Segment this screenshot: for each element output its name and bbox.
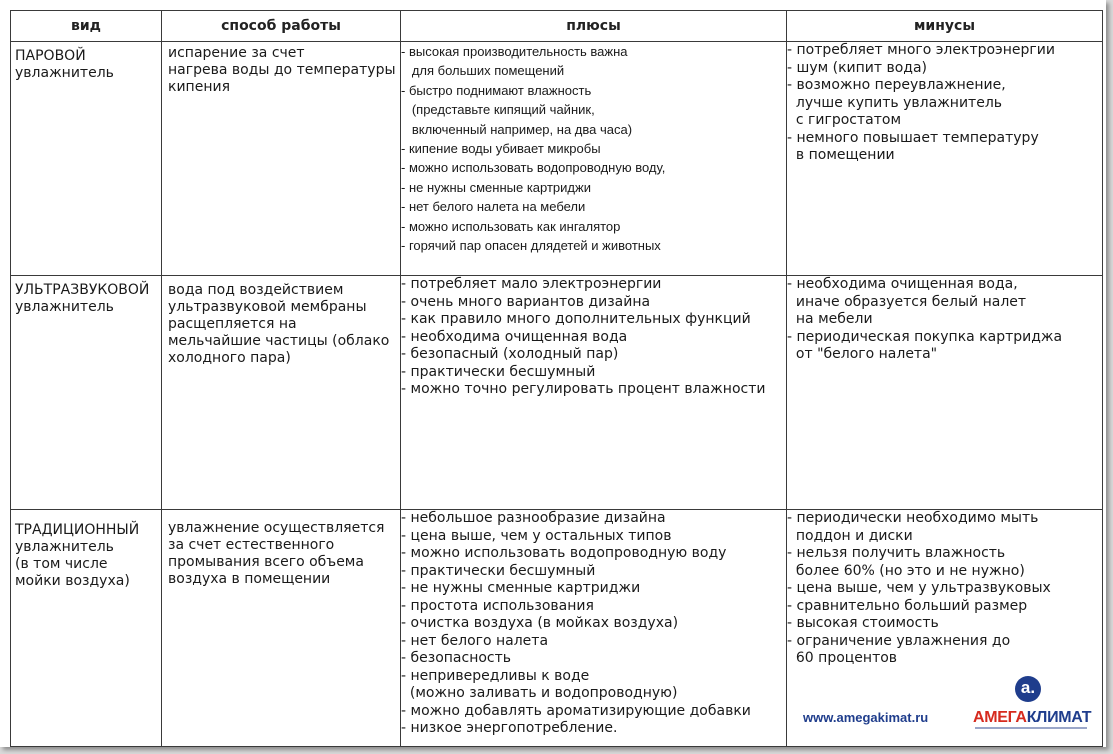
list-item: - сравнительно больший размер <box>787 597 1028 614</box>
pros-cell <box>401 42 787 276</box>
list-item: - можно точно регулировать процент влажности <box>401 381 766 397</box>
website-link[interactable]: www.amegakimat.ru <box>803 710 929 725</box>
list-item: - цена выше, чем у ультразвуковых <box>787 580 1051 596</box>
list-item: - шум (кипит вода) <box>787 59 928 76</box>
cons-list <box>787 42 1102 165</box>
pros-cell <box>401 510 787 747</box>
kind-cell <box>11 510 162 747</box>
kind-cell <box>11 276 162 510</box>
pros-list <box>401 510 786 738</box>
list-item: в помещении <box>787 147 895 163</box>
method-text: испарение за счет нагрева воды до температуры кипения <box>168 45 396 95</box>
list-item: - практически бесшумный <box>401 363 596 380</box>
list-item: - очень много вариантов дизайна <box>401 293 651 310</box>
method-cell <box>162 42 401 276</box>
list-item: 60 процентов <box>787 650 898 666</box>
list-item: - периодически необходимо мыть <box>787 510 1039 526</box>
pros-list <box>401 276 786 399</box>
list-item: - потребляет много электроэнергии <box>787 42 1055 58</box>
list-item: с гигростатом <box>787 112 902 128</box>
header-kind: вид <box>11 11 162 42</box>
list-item: - кипение воды убивает микробы <box>401 141 601 157</box>
kind-cell <box>11 42 162 276</box>
header-method: способ работы <box>162 11 401 42</box>
kind-label: УЛЬТРАЗВУКОВОЙ увлажнитель <box>15 282 150 315</box>
cons-cell <box>787 42 1103 276</box>
list-item: - необходима очищенная вода <box>401 328 628 345</box>
logo-tagline-bar <box>975 727 1087 729</box>
list-item: поддон и диски <box>787 527 913 544</box>
list-item: - нельзя получить влажность <box>787 545 1006 561</box>
list-item: включенный например, на два часа) <box>401 121 633 137</box>
list-item: - периодическая покупка картриджа <box>787 328 1063 345</box>
list-item: - непривередливы к воде <box>401 667 590 684</box>
list-item: (представьте кипящий чайник, <box>401 102 595 118</box>
list-item: - можно использовать как ингалятор <box>401 218 621 234</box>
list-item: - нет белого налета <box>401 632 549 649</box>
cons-cell <box>787 510 1103 747</box>
amega-logo-icon: a. <box>1015 676 1041 702</box>
logo-word-part1: АМЕГА <box>973 709 1027 726</box>
list-item: на мебели <box>787 311 873 327</box>
method-text: увлажнение осуществляется за счет естественного промывания всего объема воздуха в помещении <box>168 520 385 587</box>
method-text: вода под воздействием ультразвуковой мембраны расщепляется на мельчайшие частицы (облако холодного пара) <box>168 282 390 366</box>
list-item: - очистка воздуха (в мойках воздуха) <box>401 615 679 631</box>
list-item: - необходима очищенная вода, <box>787 276 1018 292</box>
kind-label: ПАРОВОЙ увлажнитель <box>15 48 114 81</box>
header-pros: плюсы <box>401 11 787 42</box>
pros-cell <box>401 276 787 510</box>
method-cell <box>162 276 401 510</box>
list-item: - потребляет мало электроэнергии <box>401 276 662 292</box>
header-row <box>11 11 1103 42</box>
list-item: - низкое энергопотребление. <box>401 720 618 736</box>
table-row <box>11 510 1103 747</box>
list-item: от "белого налета" <box>787 346 938 362</box>
list-item: - немного повышает температуру <box>787 129 1039 146</box>
list-item: - можно использовать водопроводную воду, <box>401 160 666 176</box>
list-item: - небольшое разнообразие дизайна <box>401 510 666 526</box>
list-item: - высокая производительность важна <box>401 44 628 59</box>
list-item: (можно заливать и водопроводную) <box>401 685 678 701</box>
list-item: более 60% (но это и не нужно) <box>787 562 1025 579</box>
list-item: - простота использования <box>401 597 594 614</box>
list-item: - быстро поднимают влажность <box>401 82 592 98</box>
list-item: - не нужны сменные картриджи <box>401 179 591 195</box>
pros-list <box>401 42 786 255</box>
logo-word-part2: КЛИМАТ <box>1026 709 1092 726</box>
list-item: иначе образуется белый налет <box>787 293 1027 310</box>
list-item: - высокая стоимость <box>787 615 939 631</box>
list-item: - цена выше, чем у остальных типов <box>401 527 672 544</box>
list-item: - безопасность <box>401 650 512 666</box>
kind-label: ТРАДИЦИОННЫЙ увлажнитель (в том числе мойки воздуха) <box>15 522 140 589</box>
list-item: - горячий пар опасен длядетей и животных <box>401 238 661 254</box>
list-item: - ограничение увлажнения до <box>787 632 1011 649</box>
humidifier-comparison-table <box>10 10 1103 747</box>
list-item: - можно добавлять ароматизирующие добавки <box>401 702 751 719</box>
list-item: - безопасный (холодный пар) <box>401 346 619 362</box>
method-cell <box>162 510 401 747</box>
cons-cell <box>787 276 1103 510</box>
cons-list <box>787 276 1102 364</box>
list-item: лучше купить увлажнитель <box>787 94 1003 111</box>
list-item: для больших помещений <box>401 63 565 79</box>
list-item: - практически бесшумный <box>401 562 596 579</box>
cons-list <box>787 510 1102 668</box>
company-logo <box>973 709 1091 727</box>
list-item: - можно использовать водопроводную воду <box>401 545 727 561</box>
header-cons: минусы <box>787 11 1103 42</box>
list-item: - как правило много дополнительных функций <box>401 311 751 327</box>
list-item: - не нужны сменные картриджи <box>401 580 641 596</box>
table-row <box>11 276 1103 510</box>
table-row <box>11 42 1103 276</box>
list-item: - возможно переувлажнение, <box>787 77 1006 93</box>
list-item: - нет белого налета на мебели <box>401 199 586 215</box>
